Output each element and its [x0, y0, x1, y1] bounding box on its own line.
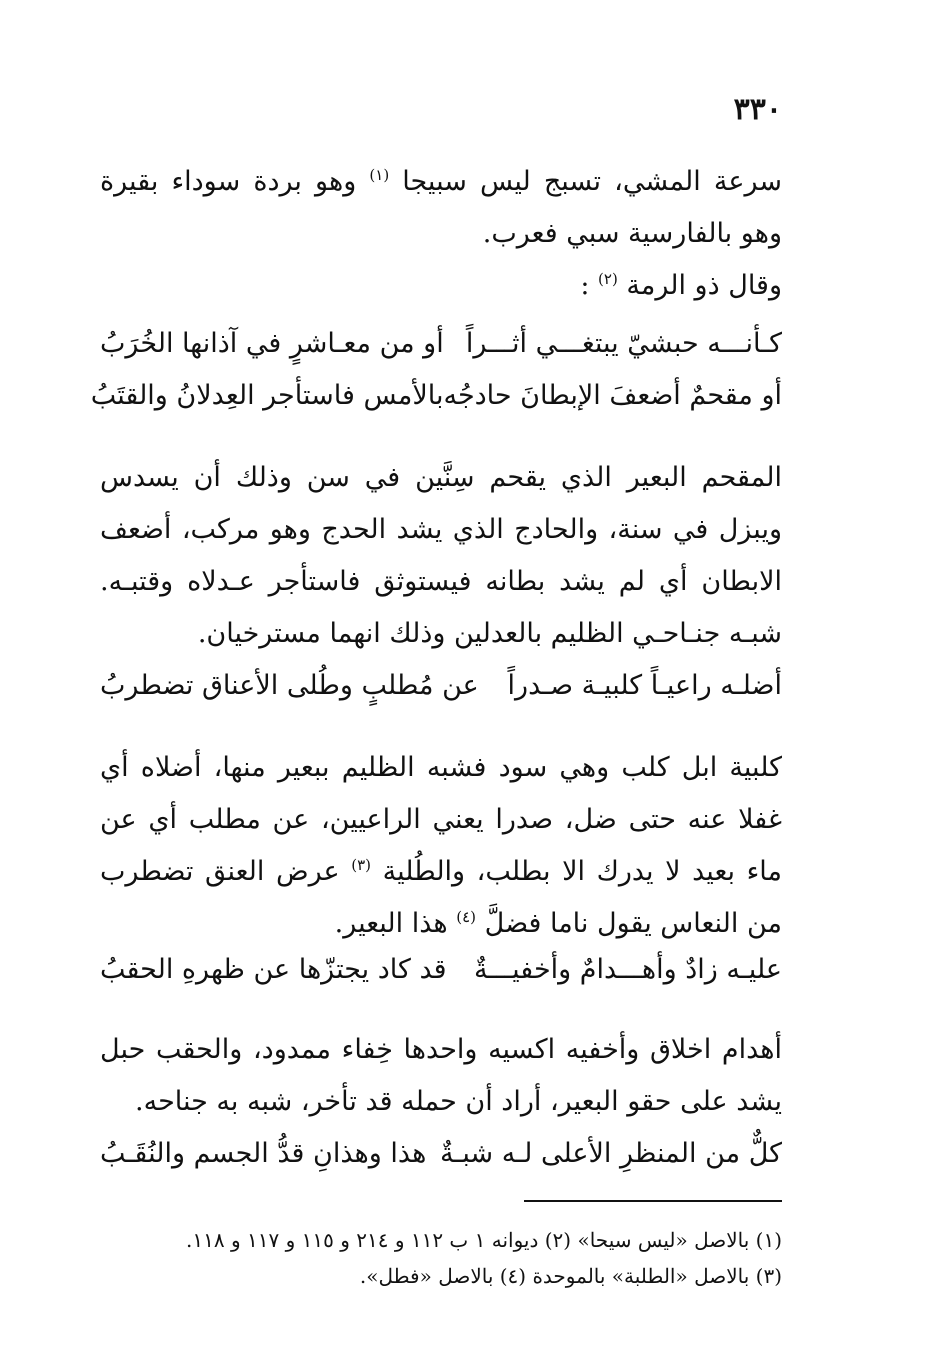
- footnote-ref-3: (٣): [351, 856, 372, 874]
- verse-hemistich-left: أو من معـاشرٍ في آذانها الخُرَبُ: [100, 328, 444, 359]
- footnotes: [100, 1222, 782, 1294]
- verse-hemistich-right: أضلـه راعيـاً كلبيـة صـدراً: [507, 670, 782, 701]
- footnote-ref-1: (١): [369, 166, 390, 184]
- verse-hemistich-right: كلٌّ من المنظرِ الأعلى لـه شبـةٌ: [440, 1138, 782, 1169]
- verse-block-3: [100, 944, 782, 996]
- verse-line: [100, 660, 782, 712]
- verse-hemistich-right: أو مقحمٌ أضعفَ الإبطانَ حادجُه: [443, 380, 782, 411]
- verse-hemistich-left: عن مُطلبٍ وطُلى الأعناق تضطربُ: [100, 670, 479, 701]
- verse-line: [100, 318, 782, 370]
- footnote-line-1: (١) بالاصل «ليس سيحا» (٢) ديوانه ١ ب ١١٢ و ٢١٤ و ١١٥ و ١١٧ و ١١٨.: [186, 1228, 782, 1252]
- verse-block-1: [90, 318, 782, 422]
- paragraph-2: [100, 260, 782, 312]
- paragraph-5: أهدام اخلاق وأخفيه اكسيه واحدها خِفاء ممدود، والحقب حبل يشد على حقو البعير، أراد أن حمله قد تأخر، شبه به جناحه.: [100, 1034, 782, 1117]
- verse-block-4: [100, 1128, 782, 1180]
- verse-block-2: [100, 660, 782, 712]
- verse-hemistich-left: هذا وهذانِ قدُّ الجسم والنُقَـبُ: [100, 1138, 427, 1169]
- paragraph-1-continuation: وهو بردة سوداء بقيرة وهو بالفارسية سبي فعرب.: [100, 166, 782, 249]
- paragraph-4-continuation: عرض العنق تضطرب من النعاس يقول ناما فضلَّ: [100, 856, 782, 939]
- paragraph-2-text: وقال ذو الرمة: [626, 270, 782, 301]
- page-number: ٣٣٠: [733, 92, 782, 127]
- paragraph-4-text: كلبية ابل كلب وهي سود فشبه الظليم ببعير منها، أضلاه أي غفلا عنه حتى ضل، صدرا يعني الراعيين، عن مطلب أي عن ماء بعيد لا يدرك الا بطلب، والطُلية: [100, 752, 782, 887]
- verse-hemistich-left: قد كاد يجتزّها عن ظهرهِ الحقبُ: [100, 954, 447, 985]
- verse-line: [100, 1128, 782, 1180]
- paragraph-1-text: سرعة المشي، تسبج ليس سبيجا: [402, 166, 782, 197]
- paragraph-1: [100, 156, 782, 260]
- footnote-ref-2: (٢): [598, 270, 618, 288]
- paragraph-2-colon: :: [580, 270, 590, 301]
- footnote-divider: [524, 1200, 782, 1202]
- verse-hemistich-right: كـأنـــه حبشيّ يبتغـــي أثـــراً: [465, 328, 782, 359]
- footnote-ref-4: (٤): [456, 908, 477, 926]
- verse-hemistich-right: عليـه زادٌ وأهـــدامٌ وأخفيـــةٌ: [473, 954, 782, 985]
- verse-line: [90, 370, 782, 422]
- paragraph-4: [100, 742, 782, 950]
- verse-hemistich-left: بالأمس فاستأجر العِدلانُ والقتَبُ: [90, 380, 444, 411]
- verse-line: [100, 944, 782, 996]
- footnote-line-2: (٣) بالاصل «الطلبة» بالموحدة (٤) بالاصل «فطل».: [359, 1264, 782, 1288]
- paragraph-3: المقحم البعير الذي يقحم سِنَّين في سن وذلك أن يسدس ويبزل في سنة، والحادج الذي يشد الحدج وهو مركب، أضعف الابطان أي لم يشد بطانه فيستوثق فاستأجر عـدلاه وقتبـه. شبـه جنـاحـي الظليم بالعدلين وذلك انهما مسترخيان.: [100, 462, 782, 649]
- paragraph-4-end: هذا البعير.: [334, 908, 448, 939]
